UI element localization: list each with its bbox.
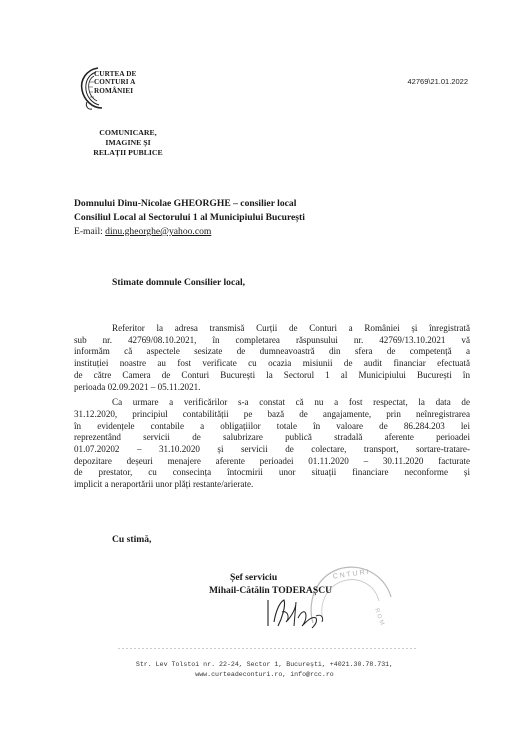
footer-contact: www.curteadeconturi.ro, info@rcc.ro bbox=[195, 671, 334, 678]
recipient-name: Domnului Dinu-Nicolae GHEORGHE – consilier local bbox=[74, 198, 297, 209]
body-line: implicit a neraportării unor plăți restante/arierate. bbox=[74, 479, 254, 490]
body-line: 01.07.20202 – 31.10.2020 și servicii de colectare, transport, sortare-tratare- bbox=[74, 444, 470, 455]
body-line: Referitor la adresa transmisă Curții de Conturi a României și înregistrată bbox=[112, 323, 470, 333]
greeting: Stimate domnule Consilier local, bbox=[112, 277, 246, 288]
recipient-email-line bbox=[74, 225, 305, 239]
logo-line-1: CURTEA DE bbox=[94, 70, 137, 78]
svg-text:R O M: R O M bbox=[373, 607, 385, 626]
body-line: 31.12.2020, principiul contabilității pe bază de angajamente, prin neînregistrarea bbox=[74, 408, 470, 419]
footer-address: Str. Lev Tolstoi nr. 22-24, Sector 1, București, +4021.30.78.731, bbox=[135, 661, 394, 668]
email-label: E-mail: bbox=[74, 226, 106, 237]
department-line-1: COMUNICARE, bbox=[99, 128, 157, 137]
handwritten-signature-icon bbox=[262, 596, 342, 630]
signer-name: Mihail-Cătălin TODERAȘCU bbox=[209, 585, 333, 596]
logo-line-3: ROMÂNIEI bbox=[94, 86, 134, 95]
letter-body bbox=[74, 323, 470, 491]
recipient-block bbox=[74, 197, 305, 239]
closing-salutation: Cu stimă, bbox=[112, 534, 152, 545]
body-line: în evidențele contabile a obligațiilor totale în valoare de 86.284.203 lei bbox=[74, 420, 470, 431]
body-line: informăm că aspectele sesizate de dumneavoastră din sfera de competență a bbox=[74, 346, 470, 357]
department-name bbox=[88, 128, 168, 158]
body-line: reprezentând servicii de salubrizare publică stradală aferente perioadei bbox=[74, 432, 470, 443]
body-line: de către Camera de Conturi București la Sectorul 1 al Municipiului București în bbox=[74, 369, 470, 380]
paragraph-2 bbox=[74, 397, 470, 491]
body-line: instituției noastre au fost verificate cu ocazia misiunii de audit financiar efectuată bbox=[74, 358, 470, 369]
body-line: depozitare deșeuri menajere aferente perioadei 01.11.2020 – 30.11.2020 facturate bbox=[74, 455, 470, 466]
institution-logo bbox=[76, 62, 166, 114]
signer-title: Șef serviciu bbox=[230, 572, 278, 583]
body-line: Ca urmare a verificărilor s-a constat că nu a fost respectat, la data de bbox=[112, 397, 470, 408]
email-link[interactable]: dinu.gheorghe@yahoo.com bbox=[105, 226, 212, 237]
logo-line-2: CONTURI A bbox=[94, 78, 136, 87]
recipient-institution: Consiliul Local al Sectorului 1 al Municipiului București bbox=[74, 212, 305, 223]
department-line-3: RELAȚII PUBLICE bbox=[93, 148, 163, 157]
registration-number: 42769\21.01.2022 bbox=[407, 77, 468, 86]
department-line-2: IMAGINE ȘI bbox=[105, 138, 151, 147]
svg-text:C N T U R I: C N T U R I bbox=[332, 568, 369, 581]
body-line: perioada 02.09.2021 – 05.11.2021. bbox=[74, 381, 201, 392]
body-line: de prestator, cu consecința întocmirii unor situații financiare neconforme și bbox=[74, 467, 470, 478]
body-line: sub nr. 42769/08.10.2021, în completarea răspunsului nr. 42769/13.10.2021 vă bbox=[74, 334, 470, 345]
paragraph-1 bbox=[74, 323, 470, 393]
footer-rule bbox=[118, 648, 418, 649]
letter-footer bbox=[0, 660, 529, 680]
